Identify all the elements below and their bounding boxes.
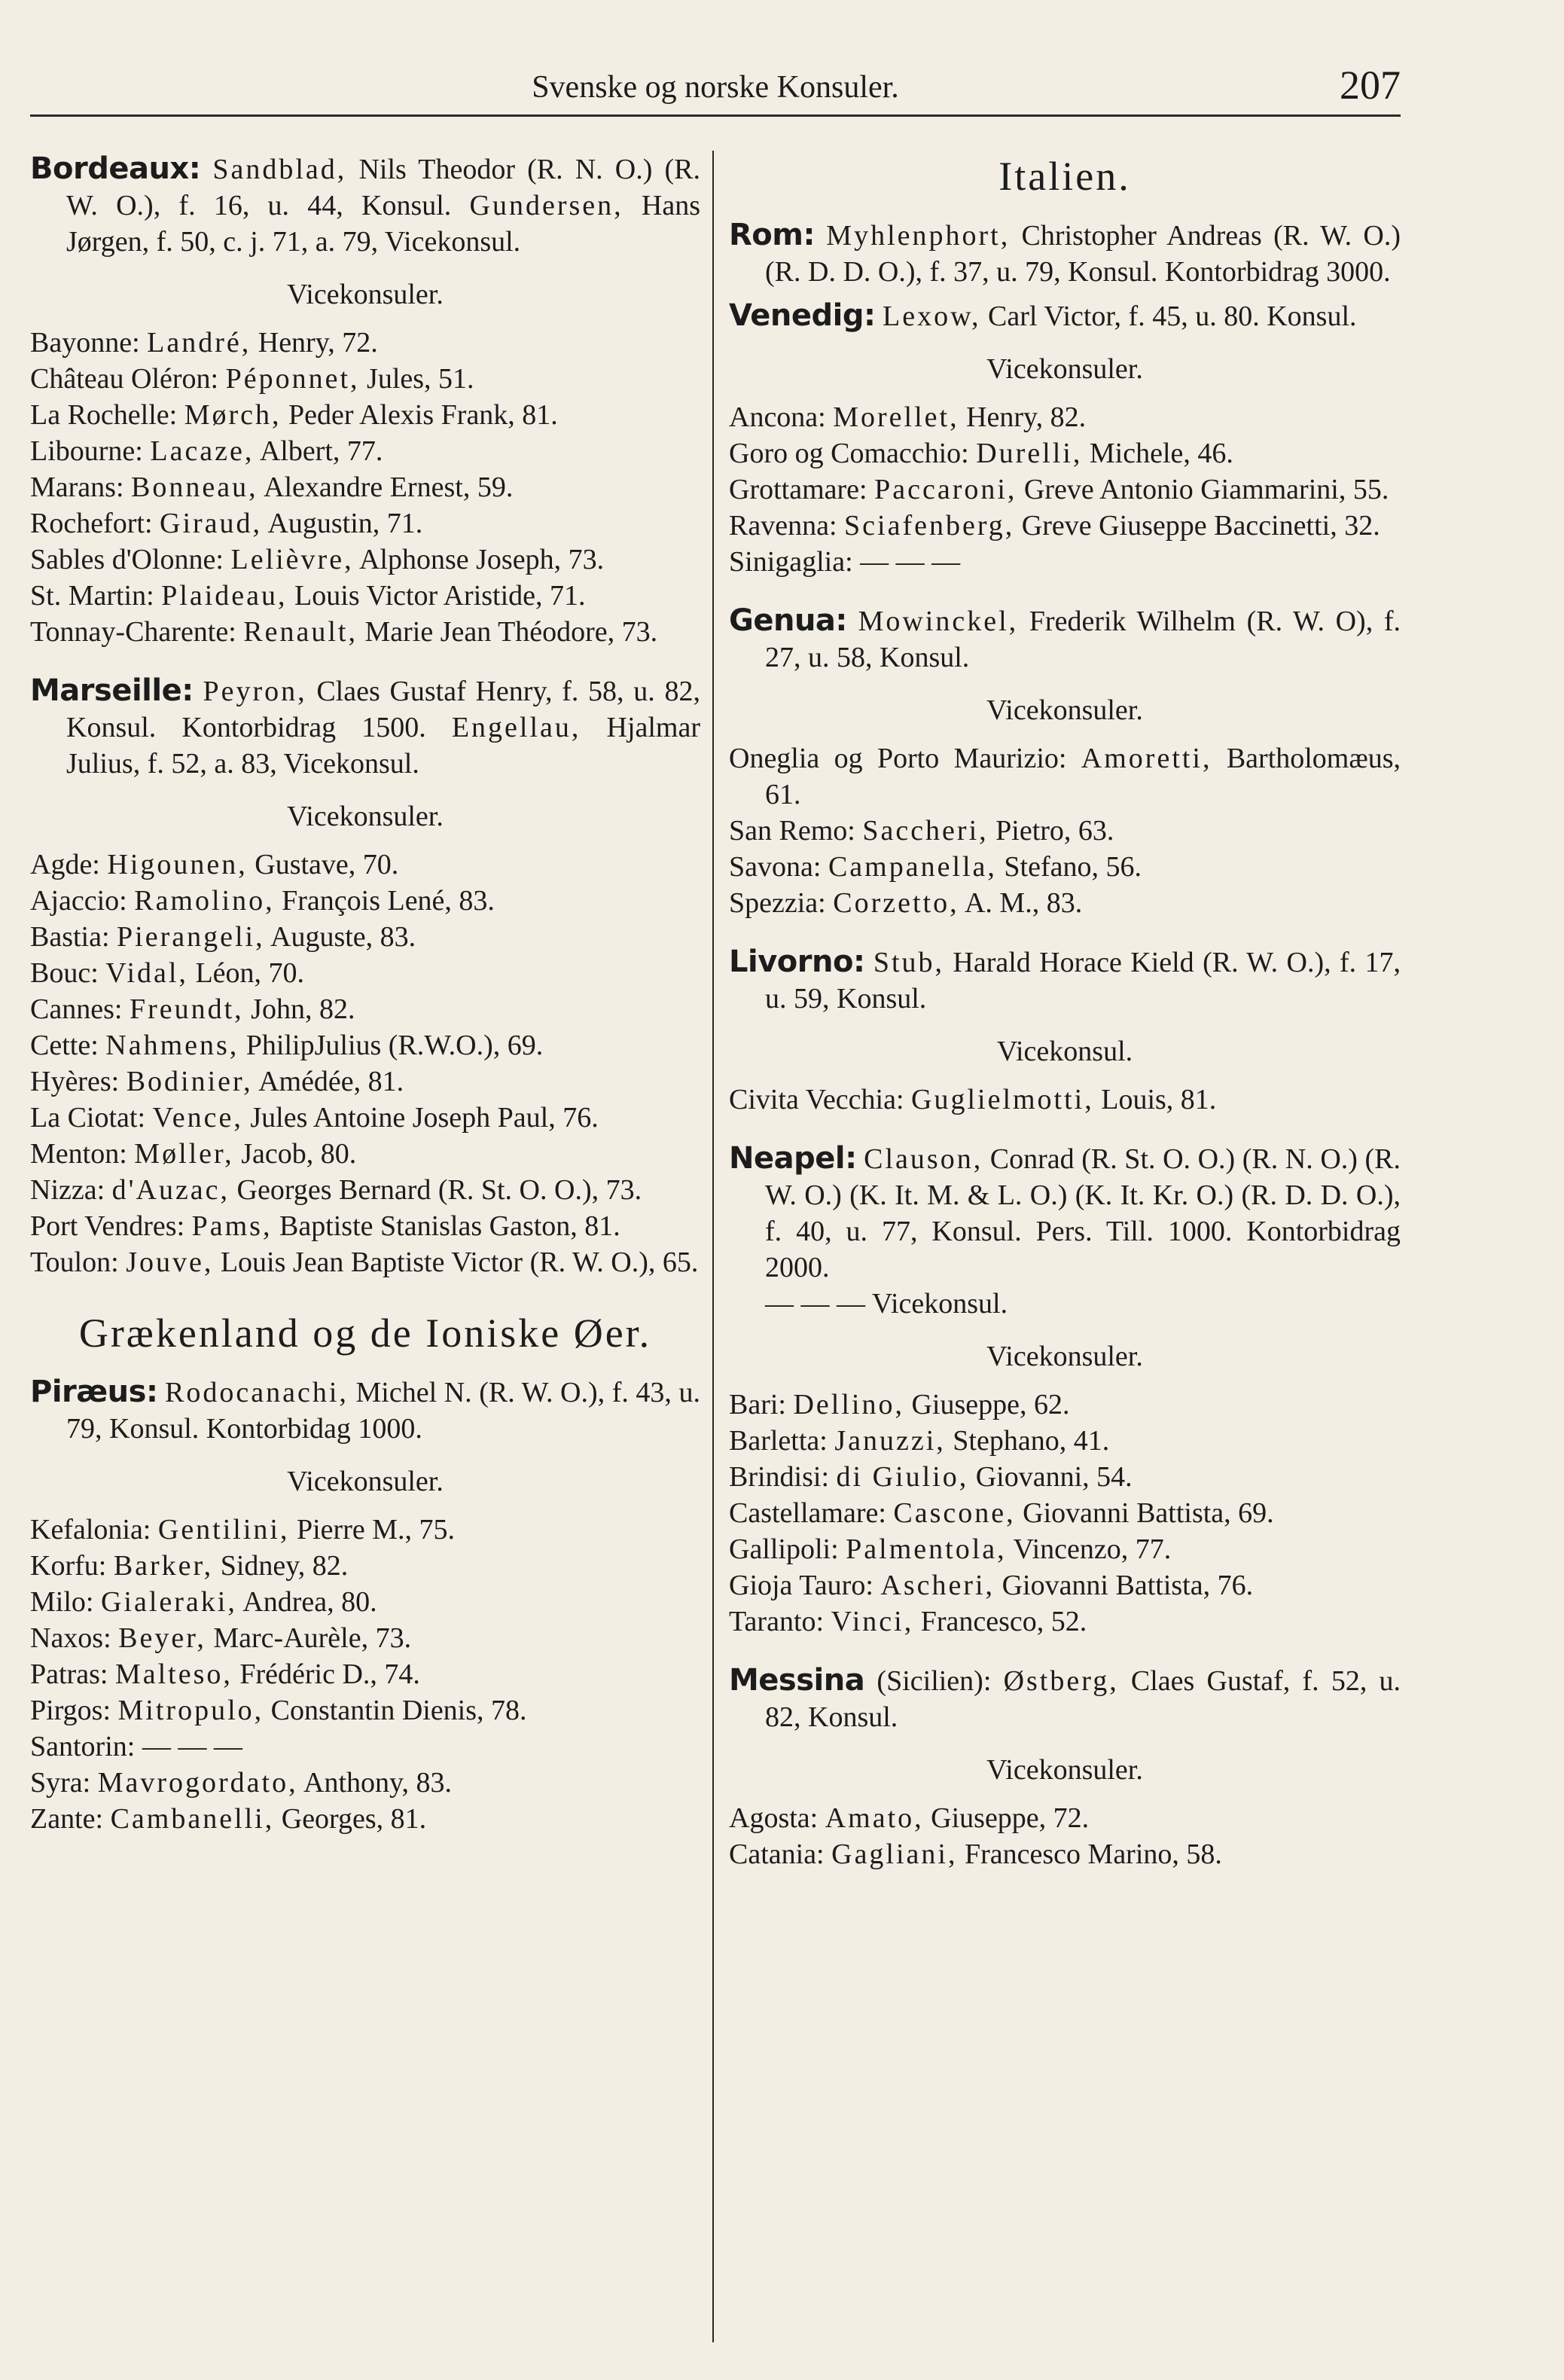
- place-name: Gallipoli:: [729, 1533, 839, 1565]
- consul-surname: Péponnet,: [225, 363, 360, 395]
- consul-surname: Bonneau,: [131, 471, 258, 503]
- section-subheading: Vicekonsuler.: [986, 1754, 1143, 1786]
- consul-details: Augustin, 71.: [267, 508, 423, 539]
- place-name: Port Vendres:: [30, 1210, 185, 1242]
- consul-details: Conrad (R. St. O. O.) (R. N. O.) (R. W. O.) (K. It. M. & L. O.) (K. It. Kr. O.) (R. D. D. O.), f. 40, u. 77, Konsul. Pers. Till. 1000. Kontorbidrag 2000.: [765, 1143, 1401, 1283]
- vice-consul-list: [30, 325, 700, 650]
- consul-details: Pietro, 63.: [995, 815, 1114, 847]
- vice-consul-details: Hjalmar Julius, f. 52, a. 83, Vicekonsul.: [66, 712, 701, 780]
- consul-details: Léon, 70.: [195, 957, 305, 989]
- consul-details: Sidney, 82.: [220, 1550, 349, 1582]
- list-item: [729, 740, 1401, 813]
- consul-details: Georges, 81.: [281, 1803, 427, 1835]
- list-item: [30, 1620, 700, 1656]
- place-name: St. Martin:: [30, 580, 154, 612]
- running-title: Svenske og norske Konsuler.: [532, 70, 899, 105]
- consul-surname: Vinci,: [831, 1606, 914, 1637]
- list-item: [729, 1836, 1401, 1872]
- place-name: Hyères:: [30, 1066, 120, 1097]
- place-name: Korfu:: [30, 1550, 107, 1582]
- vice-consul-surname: Engellau,: [451, 712, 581, 743]
- consul-surname: Barker,: [113, 1550, 214, 1582]
- consul-details: Frédéric D., 74.: [239, 1658, 420, 1690]
- list-item: [30, 397, 700, 433]
- consul-entry: [729, 217, 1401, 290]
- consul-surname: Myhlenphort,: [826, 220, 1011, 252]
- vice-consul-list: [729, 740, 1401, 921]
- section-subheading: Vicekonsul.: [996, 1036, 1133, 1067]
- section-subheading: Vicekonsuler.: [287, 1466, 444, 1497]
- consul-details: — — —: [860, 546, 961, 578]
- list-item: [30, 991, 700, 1027]
- consul-surname: Peyron,: [203, 676, 307, 707]
- consul-details: Francesco, 52.: [920, 1606, 1087, 1637]
- consul-details: Henry, 82.: [966, 401, 1087, 433]
- consul-entry: [30, 673, 700, 782]
- place-name: Ancona:: [729, 401, 826, 433]
- consul-details: François Lené, 83.: [282, 885, 495, 917]
- list-item: [30, 1244, 700, 1280]
- consul-surname: Østberg,: [1003, 1665, 1119, 1697]
- list-item: [30, 1063, 700, 1100]
- list-item: [30, 361, 700, 397]
- place-name: La Ciotat:: [30, 1102, 146, 1134]
- list-item: [30, 1100, 700, 1136]
- consul-surname: Gentilini,: [157, 1514, 290, 1545]
- list-item: [30, 542, 700, 578]
- consul-surname: d'Auzac,: [111, 1174, 230, 1206]
- consul-surname: Mitropulo,: [117, 1695, 264, 1726]
- list-item: [30, 614, 700, 650]
- consul-surname: Mavrogordato,: [97, 1767, 298, 1799]
- consul-details: Anthony, 83.: [303, 1767, 453, 1799]
- list-item: [729, 435, 1401, 471]
- list-item: [729, 1082, 1401, 1118]
- consul-surname: Rodocanachi,: [165, 1377, 349, 1408]
- consul-details: Pierre M., 75.: [296, 1514, 456, 1545]
- place-name: Tonnay-Charente:: [30, 616, 236, 648]
- consul-details: Amédée, 81.: [258, 1066, 404, 1097]
- place-name: Taranto:: [729, 1606, 825, 1637]
- vice-consul-list: [30, 847, 700, 1280]
- consul-surname: Gialeraki,: [100, 1586, 237, 1618]
- consul-surname: Ramolino,: [134, 885, 275, 917]
- consul-surname: di Giulio,: [836, 1461, 969, 1493]
- consul-details: Louis, 81.: [1101, 1084, 1217, 1115]
- list-item: [729, 1423, 1401, 1459]
- consul-entry: [729, 1662, 1401, 1735]
- place-name: Zante:: [30, 1803, 104, 1835]
- city-name: Bordeaux:: [30, 151, 201, 186]
- header-rule: [30, 114, 1401, 117]
- place-name: Milo:: [30, 1586, 94, 1618]
- consul-surname: Lelièvre,: [230, 544, 354, 575]
- right-column: [729, 151, 1401, 1872]
- list-item: [30, 505, 700, 542]
- list-item: [729, 885, 1401, 921]
- list-item: [30, 433, 700, 469]
- list-item: [30, 955, 700, 991]
- place-name: Menton:: [30, 1138, 127, 1170]
- consul-details: Vincenzo, 77.: [1013, 1533, 1172, 1565]
- consul-details: Albert, 77.: [259, 435, 383, 467]
- list-item: [729, 508, 1401, 544]
- consul-details: PhilipJulius (R.W.O.), 69.: [245, 1030, 544, 1061]
- consul-entry: [729, 603, 1401, 676]
- left-column: [30, 151, 700, 1837]
- vice-consul-list: [729, 1082, 1401, 1118]
- city-note: (Sicilien):: [877, 1665, 992, 1697]
- place-name: Civita Vecchia:: [729, 1084, 904, 1115]
- consul-details: Andrea, 80.: [242, 1586, 377, 1618]
- section-subheading: Vicekonsuler.: [986, 1341, 1143, 1372]
- consul-details: — — —: [142, 1731, 242, 1762]
- city-name: Livorno:: [729, 944, 865, 979]
- consul-details: Jules Antoine Joseph Paul, 76.: [250, 1102, 599, 1134]
- place-name: San Remo:: [729, 815, 855, 847]
- section-subheading: Vicekonsuler.: [287, 801, 444, 832]
- consul-surname: Cascone,: [893, 1497, 1016, 1529]
- consul-details: Stefano, 56.: [1004, 851, 1142, 883]
- consul-details: Michel N. (R. W. O.), f. 43, u. 79, Konsul. Kontorbidag 1000.: [66, 1377, 701, 1445]
- consul-details: Constantin Dienis, 78.: [270, 1695, 527, 1726]
- vice-consul-list: [30, 1512, 700, 1837]
- consul-surname: Guglielmotti,: [911, 1084, 1094, 1115]
- city-name: Neapel:: [729, 1141, 857, 1176]
- consul-surname: Lacaze,: [150, 435, 255, 467]
- place-name: Château Oléron:: [30, 363, 219, 395]
- consul-surname: Jouve,: [126, 1246, 214, 1278]
- consul-details: Henry, 72.: [258, 327, 378, 359]
- place-name: Libourne:: [30, 435, 143, 467]
- consul-surname: Saccheri,: [862, 815, 989, 847]
- consul-surname: Bodinier,: [126, 1066, 253, 1097]
- consul-details: Harald Horace Kield (R. W. O.), f. 17, u. 59, Konsul.: [765, 947, 1401, 1015]
- consul-surname: Freundt,: [129, 993, 244, 1025]
- consul-details: Carl Victor, f. 45, u. 80. Konsul.: [988, 301, 1357, 332]
- page-header: [30, 53, 1401, 113]
- consul-surname: Lexow,: [882, 301, 981, 332]
- consul-details: Marc-Aurèle, 73.: [213, 1622, 412, 1654]
- list-item: [30, 919, 700, 955]
- place-name: La Rochelle:: [30, 399, 178, 431]
- list-item: [729, 544, 1401, 580]
- list-item: [729, 399, 1401, 435]
- vice-consul-line: — — — Vicekonsul.: [765, 1288, 1008, 1320]
- consul-details: Bartholomæus, 61.: [765, 743, 1401, 810]
- list-item: [30, 1692, 700, 1729]
- list-item: [729, 471, 1401, 508]
- spacer: [729, 580, 1401, 603]
- place-name: Santorin:: [30, 1731, 136, 1762]
- place-name: Castellamare:: [729, 1497, 886, 1529]
- consul-details: Michele, 46.: [1089, 438, 1233, 469]
- list-item: [30, 883, 700, 919]
- city-name: Messina: [729, 1663, 865, 1698]
- consul-entry: [30, 151, 700, 260]
- consul-surname: Januzzi,: [834, 1425, 946, 1457]
- place-name: Agde:: [30, 849, 100, 880]
- consul-surname: Palmentola,: [846, 1533, 1007, 1565]
- place-name: Ajaccio:: [30, 885, 127, 917]
- list-item: [729, 1387, 1401, 1423]
- list-item: [30, 325, 700, 361]
- place-name: Bastia:: [30, 921, 110, 953]
- list-item: [30, 1136, 700, 1172]
- consul-surname: Renault,: [243, 616, 358, 648]
- place-name: Rochefort:: [30, 508, 153, 539]
- consul-surname: Landré,: [147, 327, 252, 359]
- consul-surname: Paccaroni,: [874, 474, 1017, 505]
- section-subheading: Vicekonsuler.: [986, 353, 1143, 385]
- place-name: Bayonne:: [30, 327, 140, 359]
- place-name: Savona:: [729, 851, 822, 883]
- list-item: [729, 849, 1401, 885]
- list-item: [30, 1548, 700, 1584]
- place-name: Ravenna:: [729, 510, 837, 542]
- place-name: Naxos:: [30, 1622, 111, 1654]
- consul-details: Marie Jean Théodore, 73.: [364, 616, 658, 648]
- place-name: Pirgos:: [30, 1695, 111, 1726]
- spacer: [729, 1640, 1401, 1662]
- consul-details: Claes Gustaf Henry, f. 58, u. 82, Konsul. Kontorbidrag 1500.: [66, 676, 700, 743]
- consul-surname: Amoretti,: [1081, 743, 1212, 774]
- column-divider: [712, 151, 714, 2342]
- vice-consul-list: [729, 1387, 1401, 1640]
- page-number: 207: [1340, 63, 1401, 108]
- consul-surname: Higounen,: [107, 849, 248, 880]
- consul-details: Louis Jean Baptiste Victor (R. W. O.), 65.: [220, 1246, 699, 1278]
- consul-surname: Giraud,: [160, 508, 263, 539]
- place-name: Barletta:: [729, 1425, 828, 1457]
- consul-details: Georges Bernard (R. St. O. O.), 73.: [236, 1174, 642, 1206]
- consul-surname: Pierangeli,: [117, 921, 265, 953]
- place-name: Cannes:: [30, 993, 123, 1025]
- city-name: Marseille:: [30, 673, 194, 708]
- consul-details: Giovanni, 54.: [975, 1461, 1133, 1493]
- vice-consul-list: [729, 399, 1401, 580]
- consul-details: Peder Alexis Frank, 81.: [288, 399, 558, 431]
- consul-details: Baptiste Stanislas Gaston, 81.: [279, 1210, 620, 1242]
- consul-details: Greve Antonio Giammarini, 55.: [1023, 474, 1389, 505]
- consul-surname: Møller,: [134, 1138, 234, 1170]
- list-item: [30, 1729, 700, 1765]
- consul-details: Giovanni Battista, 76.: [1002, 1570, 1254, 1601]
- consul-details: Claes Gustaf, f. 52, u. 82, Konsul.: [765, 1665, 1401, 1733]
- list-item: [729, 1495, 1401, 1531]
- list-item: [30, 1801, 700, 1837]
- consul-surname: Malteso,: [114, 1658, 233, 1690]
- consul-surname: Corzetto,: [833, 887, 959, 919]
- list-item: [729, 1459, 1401, 1495]
- list-item: [30, 1584, 700, 1620]
- list-item: [729, 1800, 1401, 1836]
- place-name: Grottamare:: [729, 474, 867, 505]
- consul-surname: Morellet,: [833, 401, 959, 433]
- place-name: Spezzia:: [729, 887, 826, 919]
- list-item: [30, 1172, 700, 1208]
- list-item: [30, 1765, 700, 1801]
- consul-surname: Cambanelli,: [110, 1803, 275, 1835]
- place-name: Oneglia og Porto Maurizio:: [729, 743, 1067, 774]
- consul-details: Giuseppe, 62.: [911, 1389, 1070, 1420]
- place-name: Agosta:: [729, 1802, 819, 1834]
- place-name: Kefalonia:: [30, 1514, 151, 1545]
- consul-details: John, 82.: [251, 993, 355, 1025]
- consul-details: Jacob, 80.: [241, 1138, 357, 1170]
- list-item: [30, 1208, 700, 1244]
- consul-surname: Ascheri,: [880, 1570, 995, 1601]
- city-name: Venedig:: [729, 298, 876, 333]
- place-name: Nizza:: [30, 1174, 105, 1206]
- place-name: Goro og Comacchio:: [729, 438, 969, 469]
- section-subheading: Vicekonsuler.: [986, 694, 1143, 726]
- consul-surname: Vidal,: [105, 957, 188, 989]
- vice-consul-list: [729, 1800, 1401, 1872]
- consul-surname: Pams,: [191, 1210, 273, 1242]
- consul-surname: Stub,: [873, 947, 945, 978]
- consul-details: Gustave, 70.: [255, 849, 399, 880]
- consul-details: Alphonse Joseph, 73.: [358, 544, 605, 575]
- consul-details: Greve Giuseppe Baccinetti, 32.: [1021, 510, 1380, 542]
- place-name: Sables d'Olonne:: [30, 544, 224, 575]
- consul-surname: Beyer,: [118, 1622, 206, 1654]
- place-name: Gioja Tauro:: [729, 1570, 873, 1601]
- place-name: Marans:: [30, 471, 124, 503]
- list-item: [729, 1531, 1401, 1567]
- list-item: [30, 578, 700, 614]
- consul-surname: Plaideau,: [161, 580, 288, 612]
- consul-entry: [729, 1140, 1401, 1286]
- consul-surname: Clauson,: [864, 1143, 983, 1175]
- vice-consul-surname: Gundersen,: [469, 190, 623, 221]
- spacer: [729, 921, 1401, 944]
- city-name: Piræus:: [30, 1375, 158, 1409]
- list-item: [729, 813, 1401, 849]
- list-item: [30, 469, 700, 505]
- consul-details: Nils Theodor (R. N. O.) (R. W. O.), f. 16, u. 44, Konsul.: [66, 154, 701, 221]
- place-name: Bari:: [729, 1389, 786, 1420]
- consul-surname: Mowinckel,: [858, 606, 1019, 637]
- list-item: [30, 1512, 700, 1548]
- place-name: Catania:: [729, 1838, 825, 1870]
- consul-surname: Dellino,: [793, 1389, 904, 1420]
- consul-surname: Amato,: [825, 1802, 924, 1834]
- list-item: [729, 1603, 1401, 1640]
- consul-details: Auguste, 83.: [270, 921, 416, 953]
- consul-details: Giovanni Battista, 69.: [1023, 1497, 1274, 1529]
- consul-details: Jules, 51.: [367, 363, 474, 395]
- city-name: Rom:: [729, 218, 815, 252]
- consul-details: Francesco Marino, 58.: [964, 1838, 1222, 1870]
- spacer: [30, 650, 700, 673]
- place-name: Sinigaglia:: [729, 546, 853, 578]
- country-heading: Italien.: [998, 154, 1131, 199]
- consul-surname: Sandblad,: [212, 154, 347, 185]
- list-item: [729, 1567, 1401, 1603]
- city-name: Genua:: [729, 603, 847, 638]
- consul-surname: Mørch,: [184, 399, 282, 431]
- consul-details: A. M., 83.: [964, 887, 1083, 919]
- country-heading: Grækenland og de Ioniske Øer.: [78, 1311, 652, 1356]
- consul-surname: Sciafenberg,: [844, 510, 1015, 542]
- consul-details: Christopher Andreas (R. W. O.) (R. D. D. O.), f. 37, u. 79, Konsul. Kontorbidrag 3000.: [765, 220, 1401, 288]
- place-name: Bouc:: [30, 957, 99, 989]
- consul-surname: Nahmens,: [105, 1030, 239, 1061]
- consul-surname: Campanella,: [828, 851, 997, 883]
- place-name: Toulon:: [30, 1246, 119, 1278]
- consul-surname: Durelli,: [976, 438, 1083, 469]
- list-item: [30, 847, 700, 883]
- place-name: Brindisi:: [729, 1461, 830, 1493]
- consul-details: Giuseppe, 72.: [931, 1802, 1090, 1834]
- consul-entry: [30, 1374, 700, 1447]
- list-item: [30, 1656, 700, 1692]
- consul-details: Frederik Wilhelm (R. W. O), f. 27, u. 58, Konsul.: [765, 606, 1401, 673]
- consul-details: Louis Victor Aristide, 71.: [294, 580, 586, 612]
- place-name: Syra:: [30, 1767, 91, 1799]
- consul-details: Stephano, 41.: [953, 1425, 1110, 1457]
- consul-surname: Vence,: [152, 1102, 243, 1134]
- place-name: Patras:: [30, 1658, 108, 1690]
- consul-details: Alexandre Ernest, 59.: [264, 471, 514, 503]
- consul-surname: Gagliani,: [831, 1838, 958, 1870]
- consul-entry: [729, 298, 1401, 334]
- spacer: [729, 1118, 1401, 1140]
- list-item: [30, 1027, 700, 1063]
- section-subheading: Vicekonsuler.: [287, 279, 444, 310]
- consul-entry: [729, 944, 1401, 1017]
- vice-consul-details: Hans Jørgen, f. 50, c. j. 71, a. 79, Vicekonsul.: [66, 190, 701, 258]
- place-name: Cette:: [30, 1030, 99, 1061]
